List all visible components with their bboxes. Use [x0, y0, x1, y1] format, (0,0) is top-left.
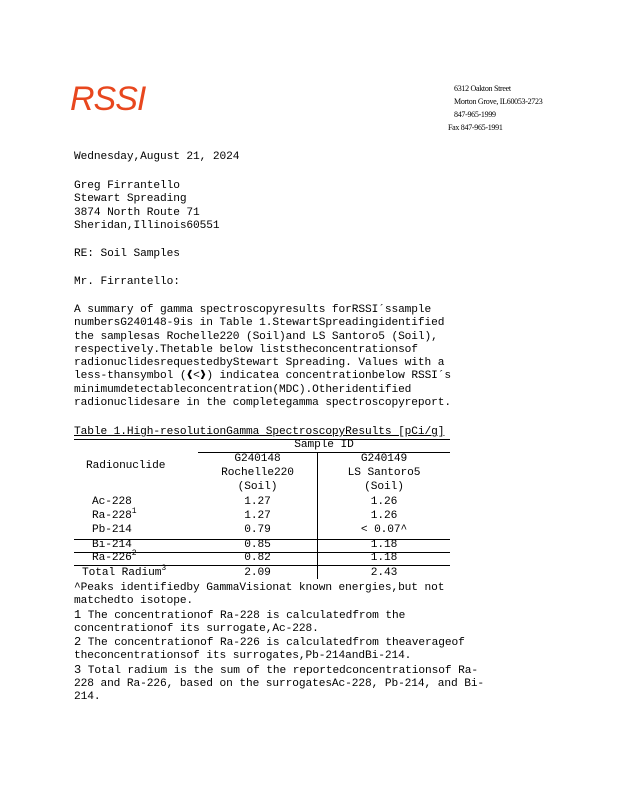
footnote-2: 2 The concentrationof Ra-226 is calculatedfrom theaverageof — [74, 635, 465, 650]
value-cell: 0.85 — [244, 539, 271, 551]
body-line: numbersG240148-9is in Table 1.StewartSpreadingidentified — [74, 317, 445, 330]
sample-id-header: Sample ID — [294, 439, 354, 451]
letter-date: Wednesday,August 21, 2024 — [74, 151, 240, 163]
salutation: Mr. Firrantello: — [74, 276, 180, 288]
body-paragraph — [74, 304, 451, 410]
value-cell: 2.09 — [244, 567, 271, 579]
addressee-street: 3874 North Route 71 — [74, 206, 200, 219]
address-city: Morton Grove, IL60053-2723 — [454, 97, 543, 106]
nuclide-cell: Ac-228 — [92, 496, 132, 508]
rssi-logo: RSSI — [70, 80, 146, 118]
col2-matrix: (Soil) — [364, 481, 404, 493]
table-title: Table 1.High-resolutionGamma SpectroscopyResults [pCi/g] — [74, 426, 445, 438]
footnote-3-cont: 214. — [74, 691, 101, 704]
col2-name: LS Santoro5 — [347, 467, 421, 479]
addressee-block — [74, 180, 220, 233]
col1-id: G240148 — [234, 453, 281, 465]
nuclide-cell: Bi-214 — [92, 539, 132, 551]
total-radium-label: Total Radium$^3$ — [82, 564, 167, 579]
body-line: A summary of gamma spectroscopyresults forRSSI´ssample — [74, 304, 432, 316]
body-line: radionuclidesrequestedbyStewart Spreading. Values with a — [74, 357, 445, 370]
footnote-3-cont: 228 and Ra-226, based on the surrogatesAc-228, Pb-214, and Bi- — [74, 678, 485, 691]
value-cell: < 0.07^ — [360, 524, 408, 536]
footnote-1-cont: concentrationof its surrogate,Ac-228. — [74, 622, 319, 635]
body-line: minimumdetectableconcentration(MDC).Otheridentified — [74, 383, 412, 396]
footnote-caret-line: ^Peaks identifiedby GammaVisionat known energies,but not — [74, 582, 445, 594]
value-cell: 0.82 — [244, 552, 271, 564]
body-line: the samplesas Rochelle220 (Soil)and LS Santoro5 (Soil), — [74, 330, 438, 343]
nuclide-cell: Pb-214 — [92, 524, 132, 536]
col1-matrix: (Soil) — [237, 481, 278, 493]
value-cell: 0.79 — [244, 524, 271, 536]
col2-id: G240149 — [360, 453, 408, 465]
value-cell: 1.18 — [370, 552, 398, 564]
nuclide-cell: $Ra-228^1$ — [92, 507, 137, 522]
radionuclide-header: Radionuclide — [86, 460, 166, 472]
footnote-3: 3 Total radium is the sum of the reportedconcentrationsof Ra- — [74, 662, 478, 677]
body-line: radionuclidesare in the completegamma spectroscopyreport. — [74, 397, 451, 410]
address-fax: Fax 847-965-1991 — [448, 123, 503, 132]
body-line: less-thansymbol (❰<❱) indicatea concentrationbelow RSSI´s — [74, 370, 452, 383]
value-cell: 1.26 — [370, 496, 398, 508]
col1-name: Rochelle220 — [221, 467, 294, 479]
value-cell: 1.26 — [370, 510, 398, 522]
addressee-company: Stewart Spreading — [74, 193, 187, 206]
footnote-1: 1 The concentrationof Ra-228 is calculatedfrom the — [74, 607, 406, 622]
subject-line: RE: Soil Samples — [74, 248, 180, 260]
address-street: 6312 Oakton Street — [454, 84, 511, 93]
value-cell: 1.18 — [370, 539, 398, 551]
addressee-name: Greg Firrantello — [74, 180, 180, 192]
footnote-caret-line: matchedto isotope. — [74, 595, 194, 608]
addressee-city: Sheridan,Illinois60551 — [74, 219, 220, 232]
nuclide-cell: $Ra-226^2$ — [92, 549, 137, 564]
footnote-2-cont: theconcentrationsof its surrogates,Pb-214andBi-214. — [74, 650, 412, 663]
value-cell: 2.43 — [370, 567, 398, 579]
value-cell: 1.27 — [244, 510, 271, 522]
value-cell: 1.27 — [244, 496, 271, 508]
footnotes — [74, 582, 484, 705]
address-phone: 847-965-1999 — [454, 110, 496, 119]
body-line: respectively.Thetable below liststheconcentrationsof — [74, 343, 418, 356]
letterhead-address — [448, 82, 543, 134]
